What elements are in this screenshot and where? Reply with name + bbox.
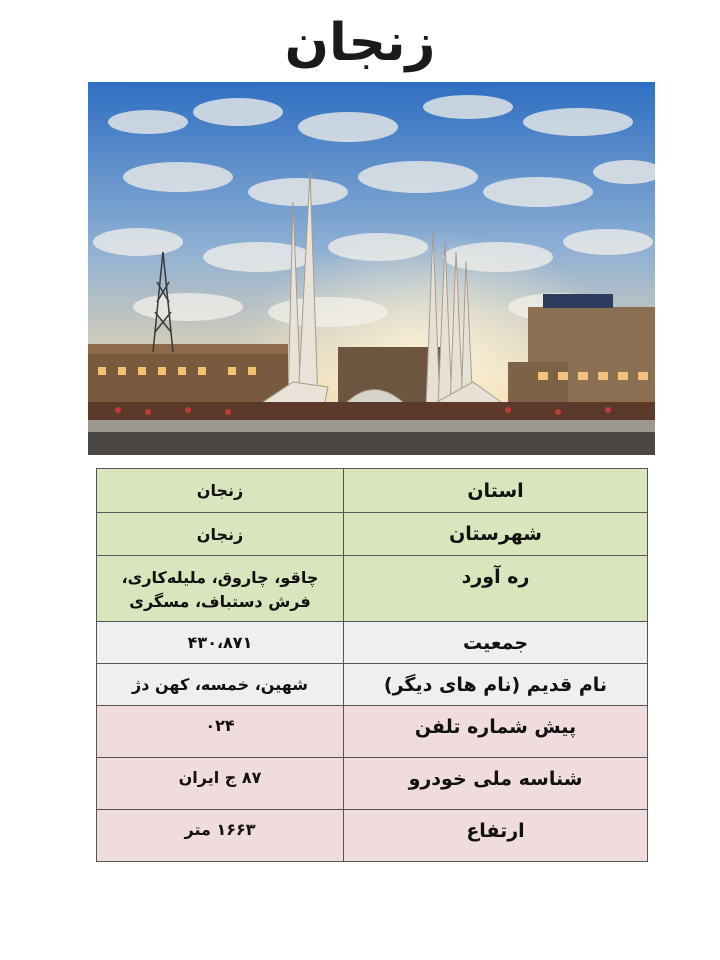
table-row <box>97 706 648 758</box>
table-row <box>97 810 648 862</box>
row-value-old-names: شهین، خمسه، کهن دژ <box>97 664 344 706</box>
row-value-plate-code: ۸۷ ج ایران <box>97 758 344 810</box>
row-label-elevation: ارتفاع <box>344 810 648 862</box>
row-label-phone-code: پیش شماره تلفن <box>344 706 648 758</box>
souvenir-line-1: چاقو، چاروق، ملیله‌کاری، <box>121 568 319 587</box>
row-label-souvenir: ره آورد <box>344 556 648 622</box>
row-label-population: جمعیت <box>344 622 648 664</box>
row-value-county: زنجان <box>97 513 344 556</box>
table-row <box>97 664 648 706</box>
row-value-elevation: ۱۶۶۳ متر <box>97 810 344 862</box>
table-row <box>97 469 648 513</box>
table-row <box>97 513 648 556</box>
table-row <box>97 556 648 622</box>
row-label-province: استان <box>344 469 648 513</box>
row-label-plate-code: شناسه ملی خودرو <box>344 758 648 810</box>
row-value-population: ۴۳۰،۸۷۱ <box>97 622 344 664</box>
row-value-province: زنجان <box>97 469 344 513</box>
table-row <box>97 622 648 664</box>
table-row <box>97 758 648 810</box>
row-label-county: شهرستان <box>344 513 648 556</box>
row-label-old-names: نام قدیم (نام های دیگر) <box>344 664 648 706</box>
page-title: زنجان <box>284 13 436 73</box>
info-table <box>96 468 648 862</box>
row-value-phone-code: ۰۲۴ <box>97 706 344 758</box>
row-value-souvenir <box>97 556 344 622</box>
city-monument-photo <box>88 82 655 455</box>
souvenir-line-2: فرش دستباف، مسگری <box>129 592 311 611</box>
